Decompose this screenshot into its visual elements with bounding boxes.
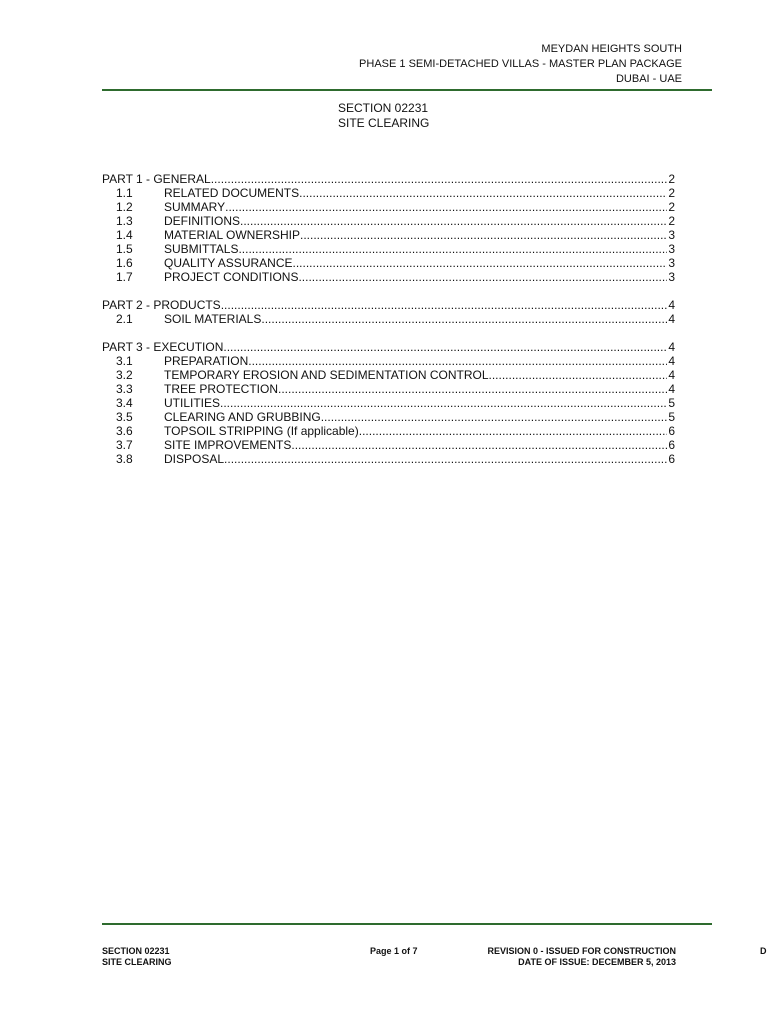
- toc-leader: [489, 368, 668, 382]
- toc-item[interactable]: [102, 452, 675, 466]
- footer-page-number: Page 1 of 7: [370, 946, 418, 956]
- document-title-block: [338, 101, 429, 131]
- toc-item-number: 1.2: [116, 200, 133, 214]
- toc-leader: [299, 186, 667, 200]
- toc-item-number: 1.5: [116, 242, 133, 256]
- toc-item-title: SOIL MATERIALS: [164, 312, 262, 326]
- toc-leader: [292, 256, 667, 270]
- toc-part-title: PART 2 - PRODUCTS: [102, 298, 221, 312]
- toc-item-title: PROJECT CONDITIONS: [164, 270, 299, 284]
- toc-item[interactable]: [102, 256, 675, 270]
- toc-part-2[interactable]: [102, 298, 675, 312]
- package-name: PHASE 1 SEMI-DETACHED VILLAS - MASTER PLAN PACKAGE: [359, 58, 682, 70]
- footer-section: [102, 946, 172, 968]
- toc-item[interactable]: [102, 354, 675, 368]
- toc-item-number: 3.8: [116, 452, 133, 466]
- toc-page-number: 4: [668, 368, 675, 382]
- toc-leader: [261, 312, 667, 326]
- toc-item-title: MATERIAL OWNERSHIP: [164, 228, 301, 242]
- toc-item-number: 3.4: [116, 396, 133, 410]
- footer-rule: [102, 923, 712, 925]
- toc-page-number: 3: [668, 256, 675, 270]
- project-name: MEYDAN HEIGHTS SOUTH: [541, 43, 682, 55]
- footer-section-number: SECTION 02231: [102, 946, 170, 956]
- toc-item[interactable]: [102, 396, 675, 410]
- toc-item-number: 1.4: [116, 228, 133, 242]
- toc-item-title: PREPARATION: [164, 354, 249, 368]
- toc-item[interactable]: [102, 186, 675, 200]
- toc-page-number: 4: [668, 312, 675, 326]
- toc-item-number: 3.3: [116, 382, 133, 396]
- toc-item-title: DEFINITIONS: [164, 214, 241, 228]
- toc-part-1[interactable]: [102, 172, 675, 186]
- document-header: [359, 42, 682, 87]
- toc-item[interactable]: [102, 382, 675, 396]
- toc-leader: [225, 200, 667, 214]
- toc-item[interactable]: [102, 438, 675, 452]
- toc-leader: [321, 410, 668, 424]
- toc-page-number: 6: [668, 424, 675, 438]
- toc-item[interactable]: [102, 368, 675, 382]
- toc-item-title: RELATED DOCUMENTS: [164, 186, 300, 200]
- toc-item-number: 3.2: [116, 368, 133, 382]
- toc-item-title: SITE IMPROVEMENTS: [164, 438, 292, 452]
- toc-item[interactable]: [102, 214, 675, 228]
- toc-leader: [359, 424, 668, 438]
- toc-leader: [223, 340, 667, 354]
- toc-item-title: TREE PROTECTION: [164, 382, 279, 396]
- toc-item[interactable]: [102, 312, 675, 326]
- toc-page-number: 2: [668, 172, 675, 186]
- toc-leader: [224, 452, 667, 466]
- toc-page-number: 2: [668, 186, 675, 200]
- toc-page-number: 6: [668, 452, 675, 466]
- toc-item-number: 1.3: [116, 214, 133, 228]
- toc-item-number: 3.7: [116, 438, 133, 452]
- toc-item[interactable]: [102, 270, 675, 284]
- footer-issue-date: DATE OF ISSUE: DECEMBER 5, 2013: [518, 957, 676, 967]
- toc-page-number: 5: [668, 396, 675, 410]
- toc-item-number: 1.6: [116, 256, 133, 270]
- toc-page-number: 4: [668, 354, 675, 368]
- toc-item-number: 3.6: [116, 424, 133, 438]
- toc-leader: [278, 382, 667, 396]
- toc-part-3[interactable]: [102, 340, 675, 354]
- toc-page-number: 3: [668, 228, 675, 242]
- toc-item[interactable]: [102, 242, 675, 256]
- toc-item[interactable]: [102, 228, 675, 242]
- location: DUBAI - UAE: [615, 73, 682, 85]
- toc-item-title: CLEARING AND GRUBBING: [164, 410, 321, 424]
- toc-leader: [211, 172, 668, 186]
- footer-revision: [458, 946, 676, 968]
- table-of-contents: [102, 172, 675, 466]
- toc-page-number: 5: [668, 410, 675, 424]
- header-rule: [102, 89, 712, 91]
- toc-item[interactable]: [102, 200, 675, 214]
- toc-leader: [221, 298, 668, 312]
- toc-item-title: DISPOSAL: [164, 452, 225, 466]
- toc-leader: [298, 270, 667, 284]
- toc-page-number: 4: [668, 382, 675, 396]
- toc-page-number: 2: [668, 200, 675, 214]
- toc-item-number: 1.1: [116, 186, 133, 200]
- footer-cut-off-text: D: [760, 946, 767, 956]
- toc-item[interactable]: [102, 424, 675, 438]
- section-number: SECTION 02231: [338, 101, 429, 115]
- toc-page-number: 6: [668, 438, 675, 452]
- toc-item-title: TOPSOIL STRIPPING (If applicable): [164, 424, 359, 438]
- toc-part-title: PART 3 - EXECUTION: [102, 340, 224, 354]
- toc-leader: [248, 354, 667, 368]
- toc-leader: [300, 228, 667, 242]
- toc-page-number: 3: [668, 270, 675, 284]
- toc-page-number: 4: [668, 298, 675, 312]
- toc-item-number: 3.1: [116, 354, 133, 368]
- toc-page-number: 3: [668, 242, 675, 256]
- toc-leader: [220, 396, 667, 410]
- footer-section-title: SITE CLEARING: [102, 957, 172, 967]
- toc-part-title: PART 1 - GENERAL: [102, 172, 211, 186]
- toc-leader: [238, 242, 667, 256]
- toc-leader: [240, 214, 667, 228]
- toc-item[interactable]: [102, 410, 675, 424]
- toc-item-title: QUALITY ASSURANCE: [164, 256, 293, 270]
- toc-item-number: 2.1: [116, 312, 133, 326]
- toc-item-number: 1.7: [116, 270, 133, 284]
- toc-item-title: UTILITIES: [164, 396, 221, 410]
- toc-item-title: SUBMITTALS: [164, 242, 239, 256]
- toc-page-number: 2: [668, 214, 675, 228]
- toc-page-number: 4: [668, 340, 675, 354]
- toc-item-title: TEMPORARY EROSION AND SEDIMENTATION CONTROL: [164, 368, 489, 382]
- toc-item-number: 3.5: [116, 410, 133, 424]
- section-title: SITE CLEARING: [338, 116, 430, 130]
- toc-item-title: SUMMARY: [164, 200, 226, 214]
- footer-revision-status: REVISION 0 - ISSUED FOR CONSTRUCTION: [487, 946, 676, 956]
- toc-leader: [291, 438, 667, 452]
